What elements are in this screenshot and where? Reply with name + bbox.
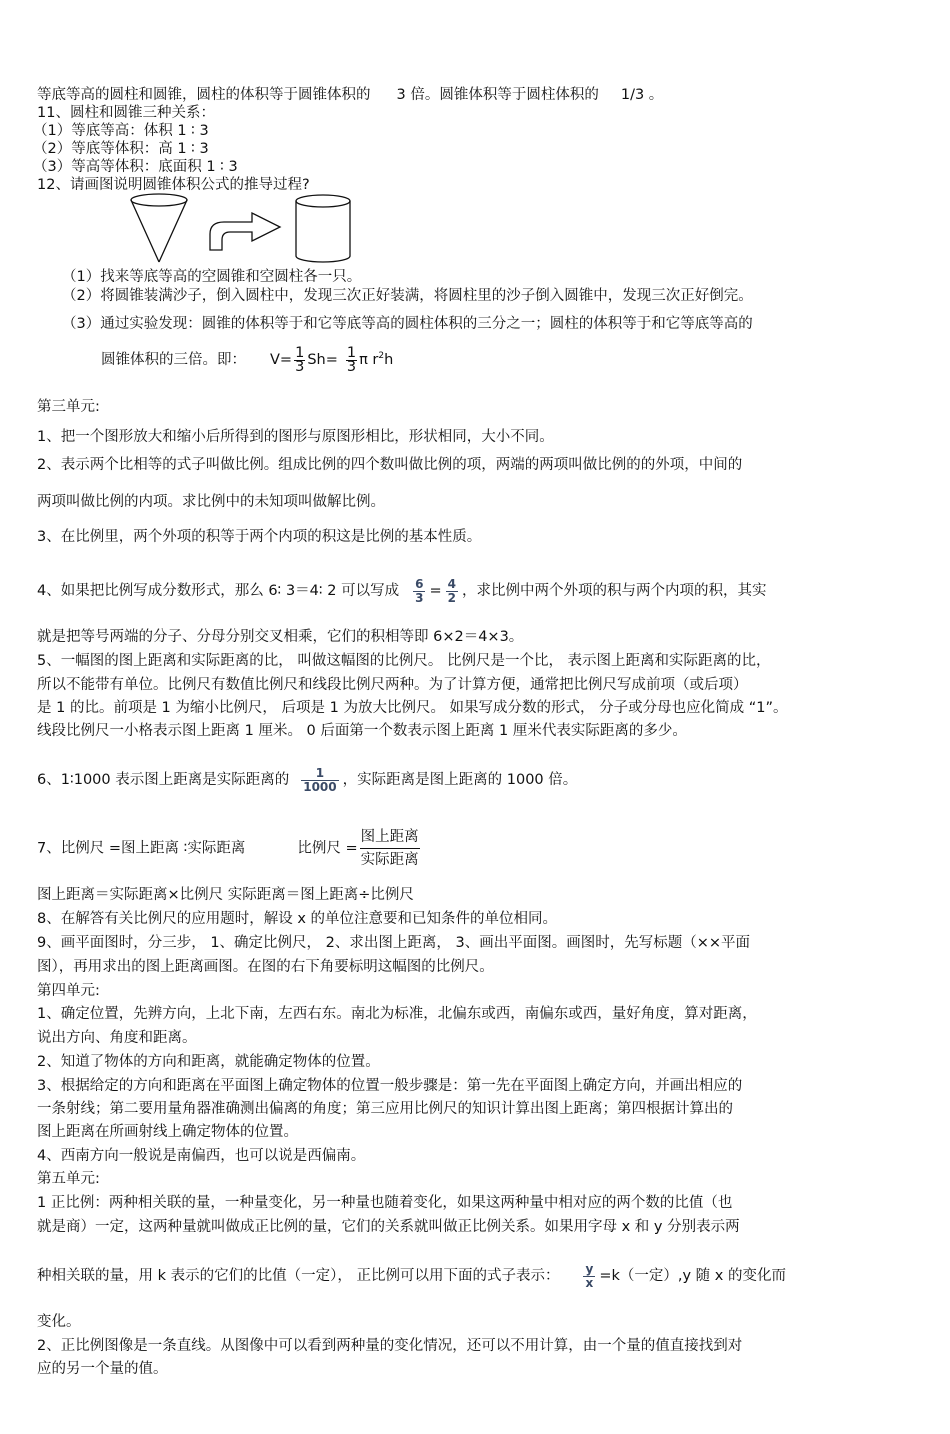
text-line: 1、确定位置，先辨方向，上北下南，左西右东。南北为标准，北偏东或西，南偏东或西，量好角度，算对距离， <box>37 1006 757 1022</box>
text-line: 说出方向、角度和距离。 <box>37 1030 197 1046</box>
text-line: 就是商）一定，这两种量就叫做成正比例的量，它们的关系就叫做正比例关系。如果用字母 x 和 y 分别表示两 <box>37 1219 740 1235</box>
numerator: 6 <box>415 576 424 591</box>
text-line <box>37 760 577 800</box>
denominator: 实际距离 <box>360 852 419 868</box>
cone-illustration <box>128 192 190 264</box>
denominator: 3 <box>295 358 305 375</box>
text-segment: ，求比例中两个外项的积与两个内项的积，其实 <box>461 583 767 599</box>
text-line: 5、一幅图的图上距离和实际距离的比， 叫做这幅图的比例尺。 比例尺是一个比， 表示图上距离和实际距离的比， <box>37 653 771 669</box>
text-line: 12、请画图说明圆锥体积公式的推导过程? <box>37 177 310 193</box>
text-line <box>37 1256 786 1296</box>
denominator: x <box>585 1275 594 1290</box>
text-line: 11、圆柱和圆锥三种关系： <box>37 105 215 121</box>
formula-text: V= <box>270 352 293 368</box>
text-line: 8、在解答有关比例尺的应用题时，解设 x 的单位注意要和已知条件的单位相同。 <box>37 911 558 927</box>
text-line: 1 正比例：两种相关联的量，一种量变化，另一种量也随着变化，如果这两种量中相对应的两个数的比值（也 <box>37 1195 733 1211</box>
equals-sign: = <box>429 583 442 599</box>
text-segment: =k（一定）,y 随 x 的变化而 <box>599 1268 786 1284</box>
text-segment: 比例尺 = <box>297 840 358 857</box>
text-line: 图上距离在所画射线上确定物体的位置。 <box>37 1124 298 1140</box>
text-line: 线段比例尺一小格表示图上距离 1 厘米。 0 后面第一个数表示图上距离 1 厘米代表实际距离的多少。 <box>37 723 687 739</box>
text-line: （1）找来等底等高的空圆锥和空圆柱各一只。 <box>62 269 362 285</box>
text-line: 图），再用求出的图上距离画图。在图的右下角要标明这幅图的比例尺。 <box>37 959 494 975</box>
text-line <box>37 826 422 871</box>
formula-text: π r <box>359 352 379 368</box>
text-segment: 3 倍。圆锥体积等于圆柱体积的 <box>396 87 599 103</box>
text-line: 2、正比例图像是一条直线。从图像中可以看到两种量的变化情况，还可以不用计算，由一个量的值直接找到对 <box>37 1338 743 1354</box>
exponent: 2 <box>378 351 385 361</box>
text-segment: 4、如果把比例写成分数形式，那么 6∶ 3＝4∶ 2 可以写成 <box>37 583 400 599</box>
formula-text: Sh= <box>307 352 338 368</box>
numerator: 1 <box>301 767 338 781</box>
numerator: 1 <box>295 344 305 361</box>
text-line: （3）等高等体积：底面积 1 ∶ 3 <box>33 159 238 175</box>
arrow-icon <box>208 210 284 252</box>
text-segment: ，实际距离是图上距离的 1000 倍。 <box>342 772 578 788</box>
text-line: （2）将圆锥装满沙子，倒入圆柱中，发现三次正好装满，将圆柱里的沙子倒入圆锥中，发现三次正好倒完。 <box>62 288 753 304</box>
text-line: 2、表示两个比相等的式子叫做比例。组成比例的四个数叫做比例的项，两端的两项叫做比例的的外项，中间的 <box>37 457 743 473</box>
text-line: 一条射线；第二要用量角器准确测出偏离的角度；第三应用比例尺的知识计算出图上距离；第四根据计算出的 <box>37 1101 733 1117</box>
text-segment: 1/3 。 <box>620 87 664 103</box>
section-heading: 第三单元: <box>37 399 100 415</box>
text-line <box>37 572 766 610</box>
numerator: 1 <box>346 344 357 361</box>
formula-line <box>101 345 393 375</box>
fraction <box>360 826 420 871</box>
fraction-image <box>583 1263 595 1290</box>
denominator: 1000 <box>303 779 337 794</box>
text-segment: 7、比例尺 =图上距离 ∶实际距离 <box>37 840 246 857</box>
text-line: 就是把等号两端的分子、分母分别交叉相乘，它们的积相等即 6×2＝4×3。 <box>37 629 524 645</box>
text-line: 4、西南方向一般说是南偏西，也可以说是西偏南。 <box>37 1148 366 1164</box>
text-segment: 等底等高的圆柱和圆锥，圆柱的体积等于圆锥体积的 <box>37 87 371 103</box>
fraction-image <box>446 578 458 605</box>
text-line: 1、把一个图形放大和缩小后所得到的图形与原图形相比，形状相同，大小不同。 <box>37 429 554 445</box>
numerator: 4 <box>447 576 456 591</box>
text-line: 3、在比例里，两个外项的积等于两个内项的积这是比例的基本性质。 <box>37 529 482 545</box>
text-line: 9、画平面图时，分三步， 1、确定比例尺， 2、求出图上距离， 3、画出平面图。画图时，先写标题（××平面 <box>37 935 751 951</box>
fraction <box>346 344 357 375</box>
numerator: y <box>585 1261 594 1276</box>
cylinder-illustration <box>293 192 353 266</box>
text-line: 应的另一个量的值。 <box>37 1361 168 1377</box>
fraction-image <box>413 578 425 605</box>
denominator: 3 <box>346 358 357 375</box>
section-heading: 第五单元: <box>37 1171 100 1187</box>
denominator: 3 <box>415 590 424 605</box>
fraction-image <box>301 767 338 794</box>
text-segment: 种相关联的量，用 k 表示的它们的比值（一定）， 正比例可以用下面的式子表示： <box>37 1268 560 1284</box>
text-line: （2）等底等体积：高 1 ∶ 3 <box>33 141 209 157</box>
text-line: 3、根据给定的方向和距离在平面图上确定物体的位置一般步骤是：第一先在平面图上确定方向，并画出相应的 <box>37 1078 743 1094</box>
text-line: 两项叫做比例的内项。求比例中的未知项叫做解比例。 <box>37 494 385 510</box>
text-line: 所以不能带有单位。比例尺有数值比例尺和线段比例尺两种。为了计算方便，通常把比例尺写成前项（或后项） <box>37 677 748 693</box>
text-segment: 6、1∶1000 表示图上距离是实际距离的 <box>37 772 290 788</box>
fraction <box>294 344 305 375</box>
numerator: 图上距离 <box>360 826 420 849</box>
formula-text: h <box>384 352 394 368</box>
text-line: 是 1 的比。前项是 1 为缩小比例尺， 后项是 1 为放大比例尺。 如果写成分数的形式， 分子或分母也应化简成 “1”。 <box>37 700 788 716</box>
text-line: 变化。 <box>37 1314 81 1330</box>
text-line <box>37 86 663 104</box>
text-line: （1）等底等高：体积 1 ∶ 3 <box>33 123 209 139</box>
text-segment: 圆锥体积的三倍。即： <box>101 352 246 368</box>
section-heading: 第四单元: <box>37 983 100 999</box>
text-line: 2、知道了物体的方向和距离，就能确定物体的位置。 <box>37 1054 380 1070</box>
denominator: 2 <box>447 590 456 605</box>
text-line: （3）通过实验发现：圆锥的体积等于和它等底等高的圆柱体积的三分之一；圆柱的体积等于和它等底等高的 <box>62 316 753 332</box>
text-line: 图上距离＝实际距离×比例尺 实际距离＝图上距离÷比例尺 <box>37 887 414 903</box>
